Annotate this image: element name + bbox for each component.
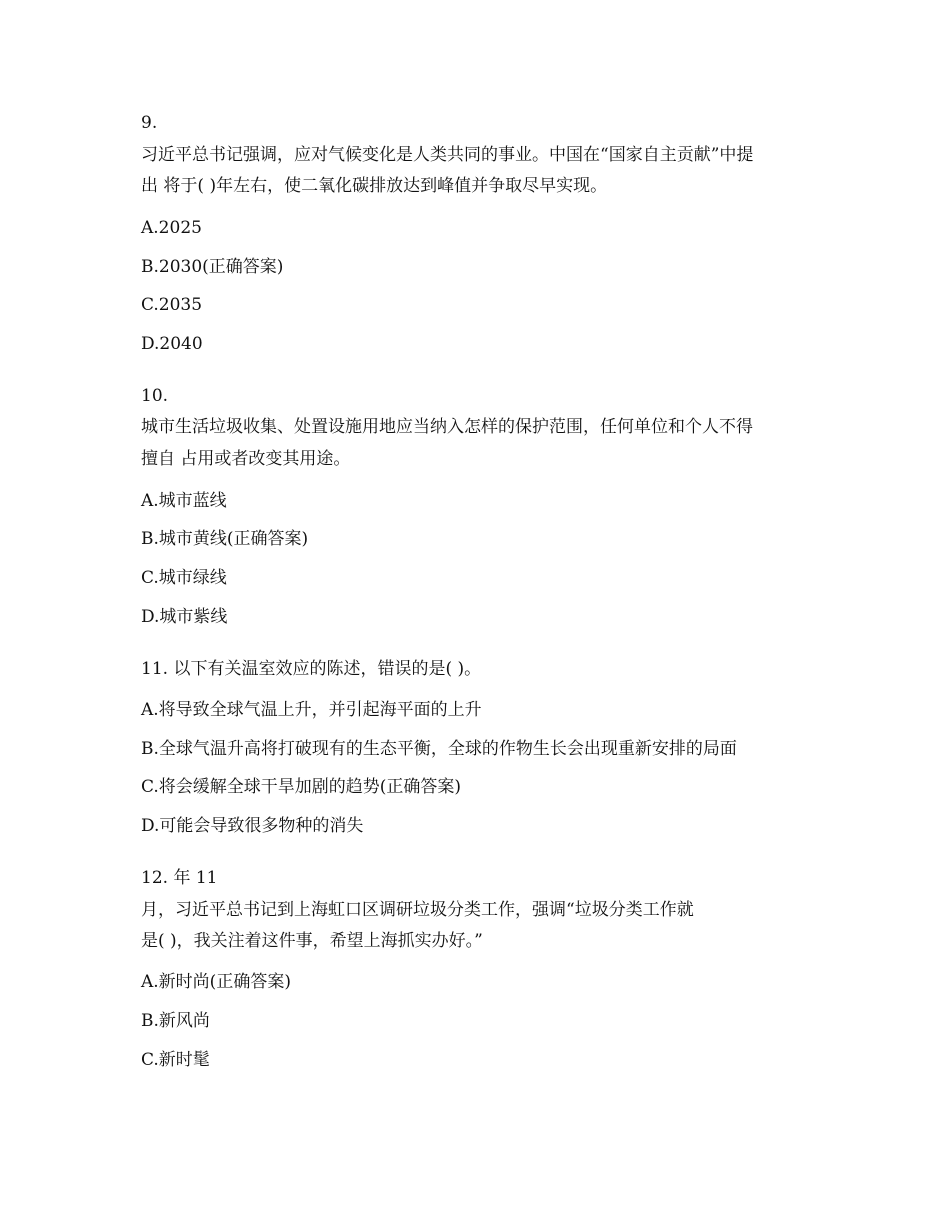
question-9-option-b: B.2030(正确答案) xyxy=(141,257,284,277)
question-11-number: 11. 以下有关温室效应的陈述，错误的是( )。 xyxy=(141,659,482,679)
question-9-number: 9. xyxy=(141,113,158,133)
question-9-stem-line-2: 出 将于( )年左右，使二氧化碳排放达到峰值并争取尽早实现。 xyxy=(141,176,608,196)
question-12-number: 12. 年 11 xyxy=(141,868,218,888)
question-10-option-c: C.城市绿线 xyxy=(141,568,227,588)
question-10-option-d: D.城市紫线 xyxy=(141,607,228,627)
question-12-option-b: B.新风尚 xyxy=(141,1011,210,1031)
question-9-option-a: A.2025 xyxy=(141,218,202,238)
question-12-stem-line-2: 是( )，我关注着这件事，希望上海抓实办好。” xyxy=(141,931,483,951)
question-9-option-c: C.2035 xyxy=(141,295,203,315)
question-9-option-d: D.2040 xyxy=(141,334,203,354)
question-10-stem-line-1: 城市生活垃圾收集、处置设施用地应当纳入怎样的保护范围，任何单位和个人不得 xyxy=(141,417,753,437)
question-11-option-a: A.将导致全球气温上升，并引起海平面的上升 xyxy=(141,700,482,720)
question-10-stem-line-2: 擅自 占用或者改变其用途。 xyxy=(141,449,351,469)
question-11-option-b: B.全球气温升高将打破现有的生态平衡，全球的作物生长会出现重新安排的局面 xyxy=(141,739,737,759)
question-10-number: 10. xyxy=(141,386,169,406)
question-9-stem-line-1: 习近平总书记强调，应对气候变化是人类共同的事业。中国在“国家自主贡献”中提 xyxy=(141,145,754,165)
question-11-option-c: C.将会缓解全球干旱加剧的趋势(正确答案) xyxy=(141,777,462,797)
question-12-option-c: C.新时髦 xyxy=(141,1050,210,1070)
question-12-stem-line-1: 月，习近平总书记到上海虹口区调研垃圾分类工作，强调“垃圾分类工作就 xyxy=(141,900,694,920)
question-10-option-a: A.城市蓝线 xyxy=(141,491,227,511)
question-10-option-b: B.城市黄线(正确答案) xyxy=(141,529,309,549)
question-11-option-d: D.可能会导致很多物种的消失 xyxy=(141,816,364,836)
question-12-option-a: A.新时尚(正确答案) xyxy=(141,972,291,992)
